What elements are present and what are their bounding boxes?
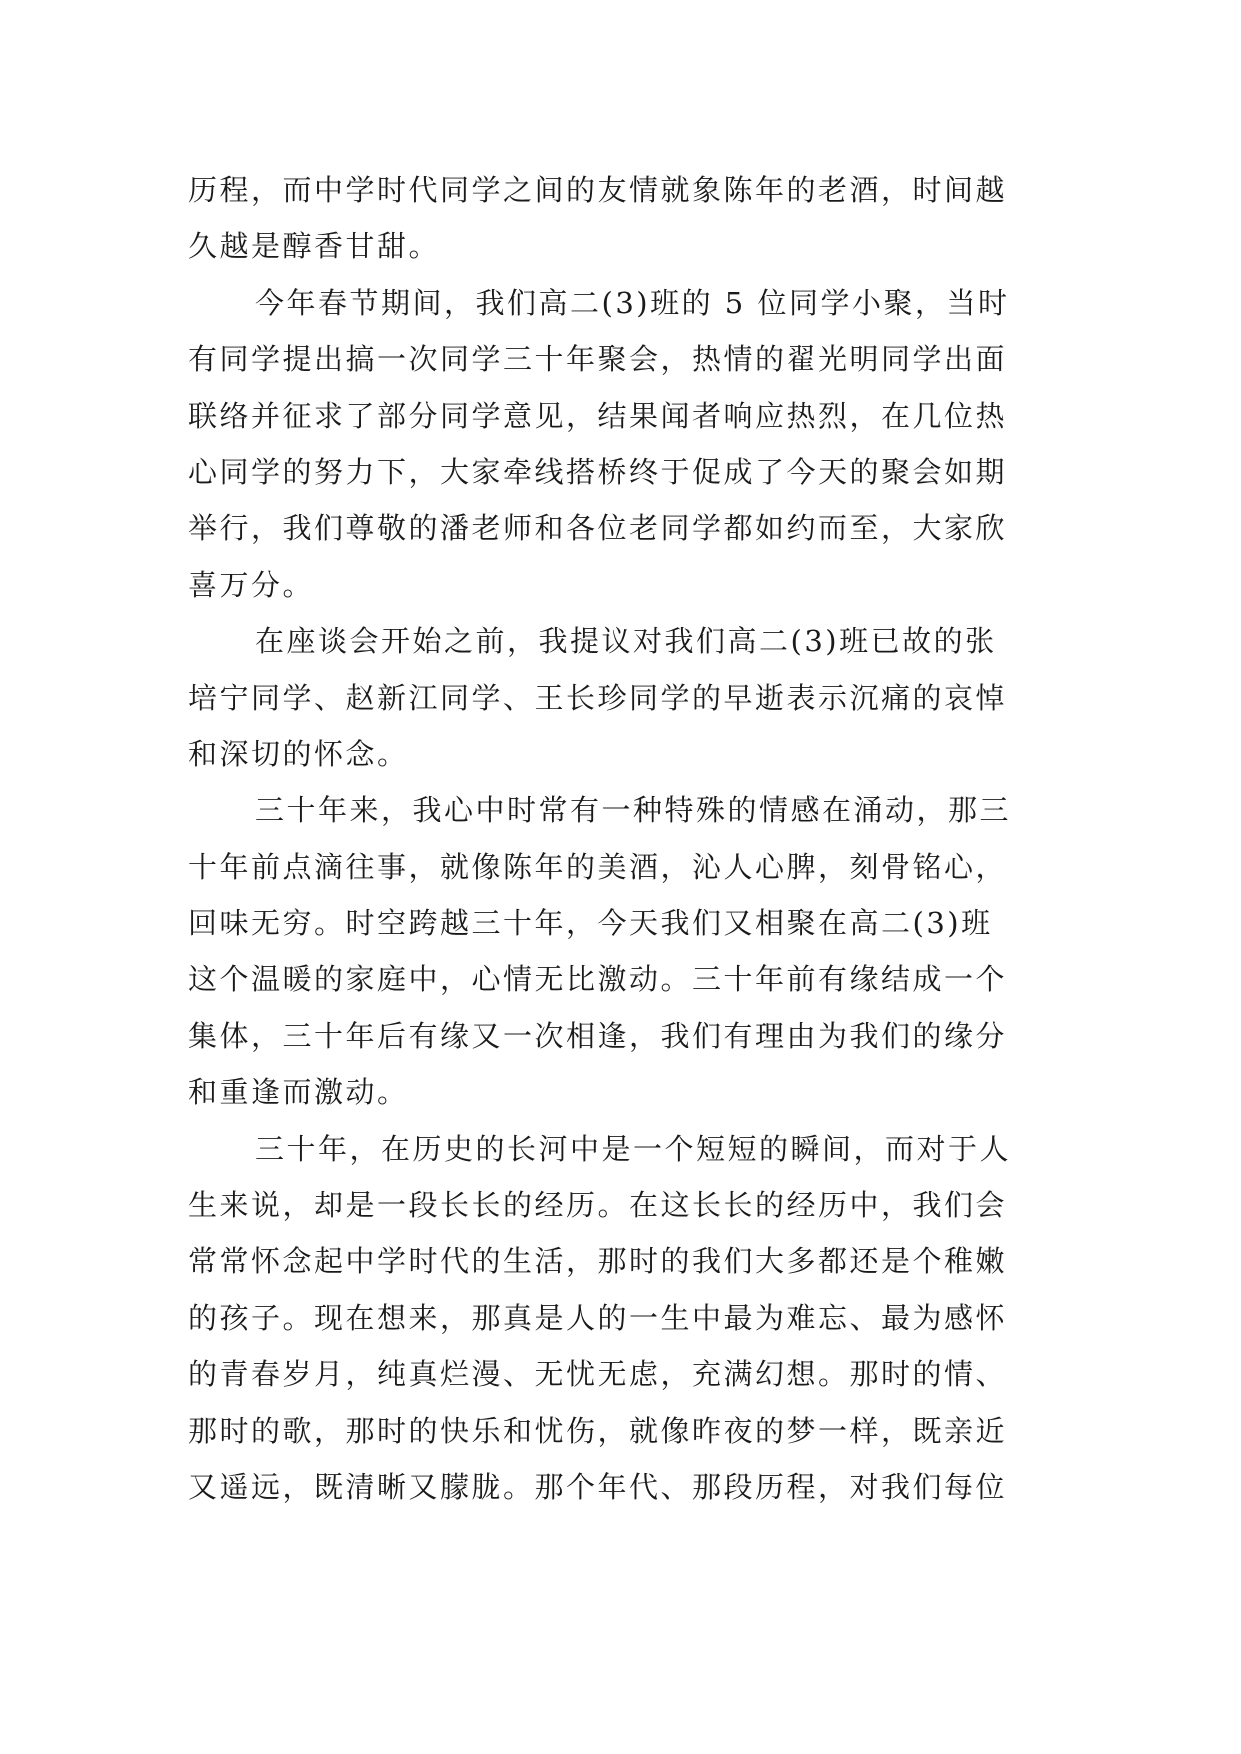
text-line: 又遥远，既清晰又朦胧。那个年代、那段历程，对我们每位 bbox=[188, 1469, 1008, 1504]
text-line: 喜万分。 bbox=[188, 567, 315, 602]
text-line: 集体，三十年后有缘又一次相逢，我们有理由为我们的缘分 bbox=[188, 1018, 1008, 1053]
text-line: 和深切的怀念。 bbox=[188, 736, 409, 771]
text-line: 和重逢而激动。 bbox=[188, 1075, 409, 1110]
text-line: 久越是醇香甘甜。 bbox=[188, 229, 441, 264]
text-line: 回味无穷。时空跨越三十年，今天我们又相聚在高二(3)班 bbox=[188, 906, 993, 941]
text-line: 心同学的努力下，大家牵线搭桥终于促成了今天的聚会如期 bbox=[188, 454, 1008, 489]
text-line: 培宁同学、赵新江同学、王长珍同学的早逝表示沉痛的哀悼 bbox=[188, 680, 1008, 715]
text-line: 常常怀念起中学时代的生活，那时的我们大多都还是个稚嫩 bbox=[188, 1244, 1008, 1279]
text-line: 生来说，却是一段长长的经历。在这长长的经历中，我们会 bbox=[188, 1188, 1008, 1223]
text-line: 举行，我们尊敬的潘老师和各位老同学都如约而至，大家欣 bbox=[188, 511, 1008, 546]
paragraph-first-line: 三十年，在历史的长河中是一个短短的瞬间，而对于人 bbox=[255, 1131, 1012, 1166]
text-line: 联络并征求了部分同学意见，结果闻者响应热烈，在几位热 bbox=[188, 398, 1008, 433]
text-line: 那时的歌，那时的快乐和忧伤，就像昨夜的梦一样，既亲近 bbox=[188, 1413, 1008, 1448]
document-body-text bbox=[188, 162, 1068, 1515]
text-line: 的青春岁月，纯真烂漫、无忧无虑，充满幻想。那时的情、 bbox=[188, 1357, 1008, 1392]
text-line: 的孩子。现在想来，那真是人的一生中最为难忘、最为感怀 bbox=[188, 1300, 1008, 1335]
paragraph-first-line: 在座谈会开始之前，我提议对我们高二(3)班已故的张 bbox=[255, 624, 997, 659]
paragraph-first-line: 今年春节期间，我们高二(3)班的 5 位同学小聚，当时 bbox=[255, 285, 1010, 320]
text-line: 有同学提出搞一次同学三十年聚会，热情的翟光明同学出面 bbox=[188, 342, 1008, 377]
text-line: 十年前点滴往事，就像陈年的美酒，沁人心脾，刻骨铭心， bbox=[188, 849, 1008, 884]
text-line: 历程，而中学时代同学之间的友情就象陈年的老酒，时间越 bbox=[188, 173, 1008, 207]
text-line: 这个温暖的家庭中，心情无比激动。三十年前有缘结成一个 bbox=[188, 962, 1008, 997]
paragraph-first-line: 三十年来，我心中时常有一种特殊的情感在涌动，那三 bbox=[255, 793, 1012, 828]
